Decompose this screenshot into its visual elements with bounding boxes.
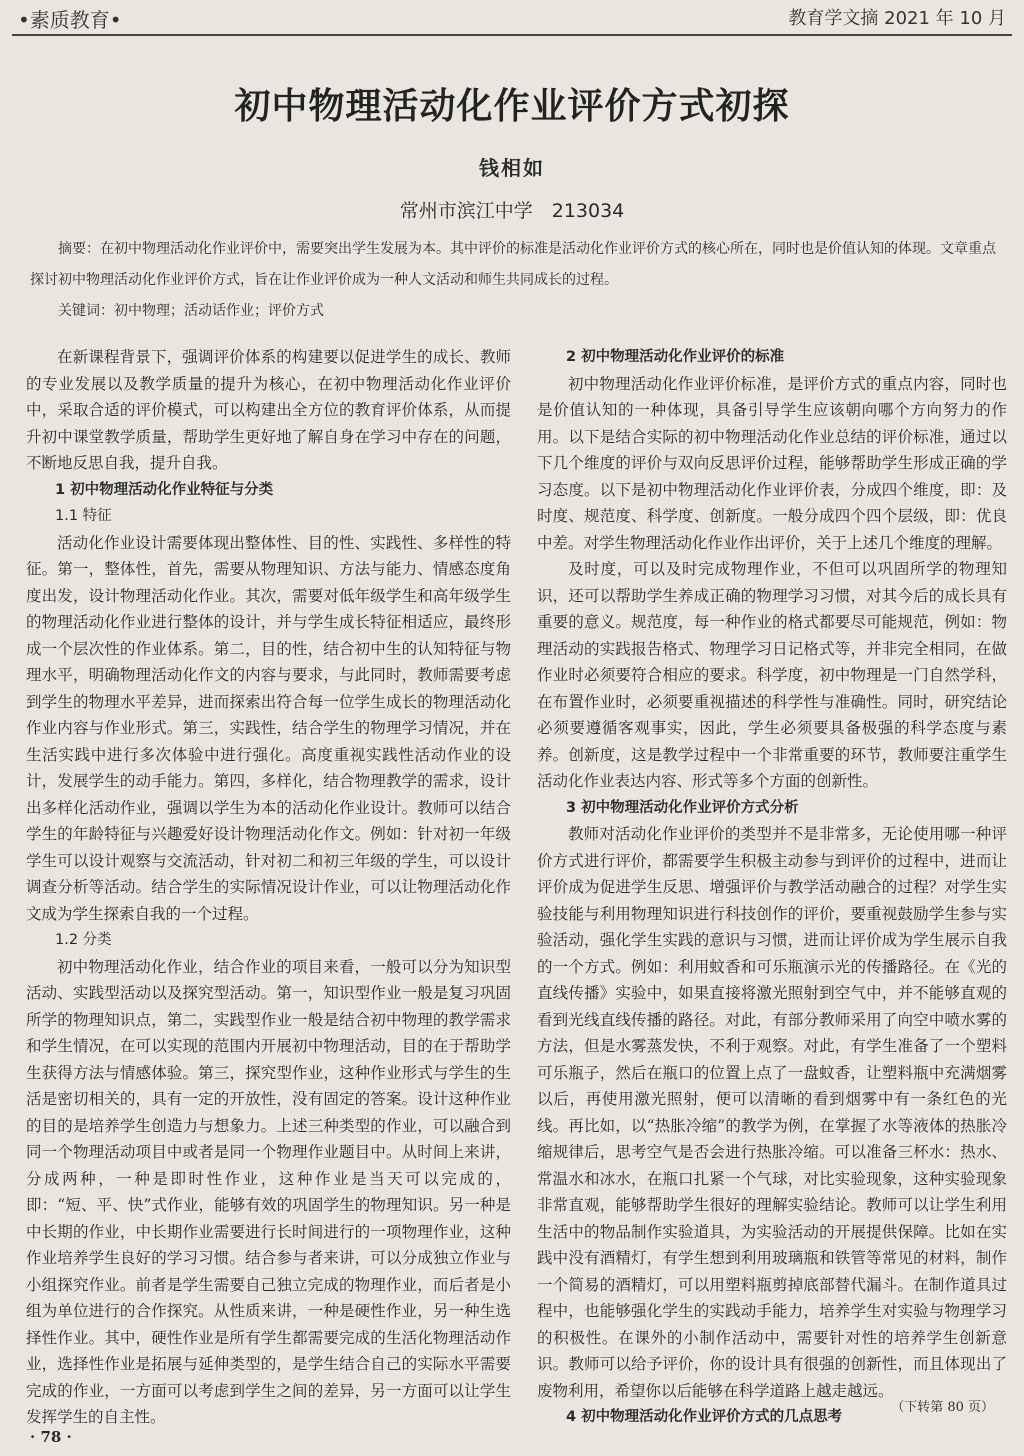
intro-paragraph: 在新课程背景下，强调评价体系的构建要以促进学生的成长、教师的专业发展以及教学质量的提升为核心，在初中物理活动化作业评价中，采取合适的评价模式，可以构建出全方位的教育评价体系，从而提升初中课堂教学质量，帮助学生更好地了解自身在学习中存在的问题，不断地反思自我，提升自我。 <box>26 348 511 472</box>
abstract-text: 摘要：在初中物理活动化作业评价中，需要突出学生发展为本。其中评价的标准是活动化作业评价方式的核心所在，同时也是价值认知的体现。文章重点探讨初中物理活动化作业评价方式，旨在让作业评价成为一种人文活动和师生共同成长的过程。 <box>30 241 996 288</box>
subsection-heading-1-2: 1.2 分类 <box>55 932 112 948</box>
paragraph-2: 初中物理活动化作业评价标准，是评价方式的重点内容，同时也是价值认知的一种体现，具备引导学生应该朝向哪个方向努力的作用。以下是结合实际的初中物理活动化作业总结的评价标准，通过以下几个维度的评价与双向反思评价过程，能够帮助学生形成正确的学习态度。以下是初中物理活动化作业评价表，分成四个维度，即：及时度、规范度、科学度、创新度。一般分成四个四个层级，即：优良中差。对学生物理活动化作业作出评价，关于上述几个维度的理解。 <box>537 374 1007 552</box>
subsection-heading-1-1: 1.1 特征 <box>55 508 112 524</box>
section-heading-1: 1 初中物理活动化作业特征与分类 <box>55 481 274 498</box>
section-heading-2: 2 初中物理活动化作业评价的标准 <box>566 349 785 365</box>
paragraph-3: 教师对活动化作业评价的类型并不是非常多，无论使用哪一种评价方式进行评价，都需要学生积极主动参与到评价的过程中，进而让评价成为促进学生反思、增强评价与教学活动融合的过程？对学生实验技能与利用物理知识进行科技创作的评价，要重视鼓励学生参与实验活动，强化学生实践的意识与习惯，进而让评价成为学生展示自我的一个方式。例如：利用蚊香和可乐瓶演示光的传播路径。在《光的直线传播》实验中，如果直接将激光照射到空气中，并不能够直观的看到光线直线传播的路径。对此，有部分教师采用了向空中喷水雾的方法，但是水雾蒸发快，不利于观察。对此，有学生准备了一个塑料可乐瓶子，然后在瓶口的位置上点了一盘蚊香，让塑料瓶中充满烟雾以后，再使用激光照射，便可以清晰的看到烟雾中有一条红色的光线。再比如，以“热胀冷缩”的教学为例，在掌握了水等液体的热胀冷缩规律后，思考空气是否会进行热胀冷缩。可以准备三杯水：热水、常温水和冰水，在瓶口扎紧一个气球，对比实验现象，这种实验现象非常直观，能够帮助学生很好的理解实验结论。教师可以让学生利用生活中的物品制作实验道具，为实验活动的开展提供保障。比如在实践中没有酒精灯，有学生想到利用玻璃瓶和铁管等常见的材料，制作一个简易的酒精灯，可以用塑料瓶剪掉底部替代漏斗。在制作道具过程中，也能够强化学生的实践动手能力，培养学生对实验与物理学习的积极性。在课外的小制作活动中，需要针对性的培养学生创新意识。教师可以给予评价，你的设计具有很强的创新性，而且体现出了废物利用，希望你以后能够在科学道路上越走越远。 <box>537 825 1007 1400</box>
right-column <box>537 344 1007 1431</box>
section-label: •素质教育• <box>18 8 122 32</box>
page-number: · 78 · <box>30 1428 72 1446</box>
keywords-text: 关键词：初中物理；活动话作业；评价方式 <box>58 303 324 319</box>
running-header <box>0 0 1024 36</box>
continued-note: （下转第 80 页） <box>891 1400 994 1415</box>
section-heading-4: 4 初中物理活动化作业评价方式的几点思考 <box>566 1409 843 1425</box>
left-column <box>26 344 511 1431</box>
article-author: 钱相如 <box>479 156 545 180</box>
header-rule <box>12 34 1012 36</box>
author-affiliation: 常州市滨江中学 213034 <box>399 200 625 222</box>
abstract-block <box>30 234 1000 327</box>
section-heading-3: 3 初中物理活动化作业评价方式分析 <box>566 799 799 816</box>
paragraph-1-2: 初中物理活动化作业，结合作业的项目来看，一般可以分为知识型活动、实践型活动以及探究型活动。第一，知识型作业一般是复习巩固所学的物理知识点，第二，实践型作业一般是结合初中物理的教学需求和学生情况，在可以实现的范围内开展初中物理活动，目的在于帮助学生获得方法与情感体验。第三，探究型作业，这种作业形式与学生的生活是密切相关的，具有一定的开放性，没有固定的答案。设计这种作业的目的是培养学生创造力与想象力。上述三种类型的作业，可以融合到同一个物理活动项目中或者是同一个物理作业题目中。从时间上来讲，分成两种，一种是即时性作业，这种作业是当天可以完成的，即：“短、平、快”式作业，能够有效的巩固学生的物理知识。另一种是中长期的作业，中长期作业需要进行长时间进行的一项物理作业，这种作业培养学生良好的学习习惯。结合参与者来讲，可以分成独立作业与小组探究作业。前者是学生需要自己独立完成的物理作业，而后者是小组为单位进行的合作探究。从性质来讲，一种是硬性作业，另一种生选择性作业。其中，硬性作业是所有学生都需要完成的生活化物理活动作业，选择性作业是拓展与延伸类型的，是学生结合自己的实际水平需要完成的作业，一方面可以考虑到学生之间的差异，另一方面可以让学生发挥学生的自主性。 <box>26 957 511 1426</box>
journal-issue: 教育学文摘 2021 年 10 月 <box>788 8 1006 29</box>
paragraph-1-1: 活动化作业设计需要体现出整体性、目的性、实践性、多样性的特征。第一，整体性，首先，需要从物理知识、方法与能力、情感态度角度出发，设计物理活动化作业。其次，需要对低年级学生和高年级学生的物理活动化作业进行整体的设计，并与学生成长特征相适应，最终形成一个层次性的作业体系。第二，目的性，结合初中生的认知特征与物理水平，明确物理活动化作文的内容与要求，与此同时，教师需要考虑到学生的物理水平差异，进而探索出符合每一位学生成长的物理活动化作业内容与作业形式。第三，实践性，结合学生的物理学习情况，并在生活实践中进行多次体验中进行强化。高度重视实践性活动作业的设计，发展学生的动手能力。第四，多样化，结合物理教学的需求，设计出多样化活动作业，强调以学生为本的活动化作业设计。教师可以结合学生的年龄特征与兴趣爱好设计物理活动化作文。例如：针对初一年级学生可以设计观察与交流活动，针对初二和初三年级的学生，可以设计调查分析等活动。结合学生的实际情况设计作业，可以让物理活动化作文成为学生探索自我的一个过程。 <box>26 533 511 923</box>
paragraph-2b: 及时度，可以及时完成物理作业，不但可以巩固所学的物理知识，还可以帮助学生养成正确的物理学习习惯，对其今后的成长具有重要的意义。规范度，每一种作业的格式都要尽可能规范，例如：物理活动的实践报告格式、物理学习日记格式等，并非完全相同，在做作业时必须要符合相应的要求。科学度，初中物理是一门自然学科，在布置作业时，必须要重视描述的科学性与准确性。同时，研究结论必须要遵循客观事实，因此，学生必须要具备极强的科学态度与素养。创新度，这是教学过程中一个非常重要的环节，教师要注重学生活动化作业表达内容、形式等多个方面的创新性。 <box>537 560 1007 790</box>
article-title: 初中物理活动化作业评价方式初探 <box>234 86 790 127</box>
